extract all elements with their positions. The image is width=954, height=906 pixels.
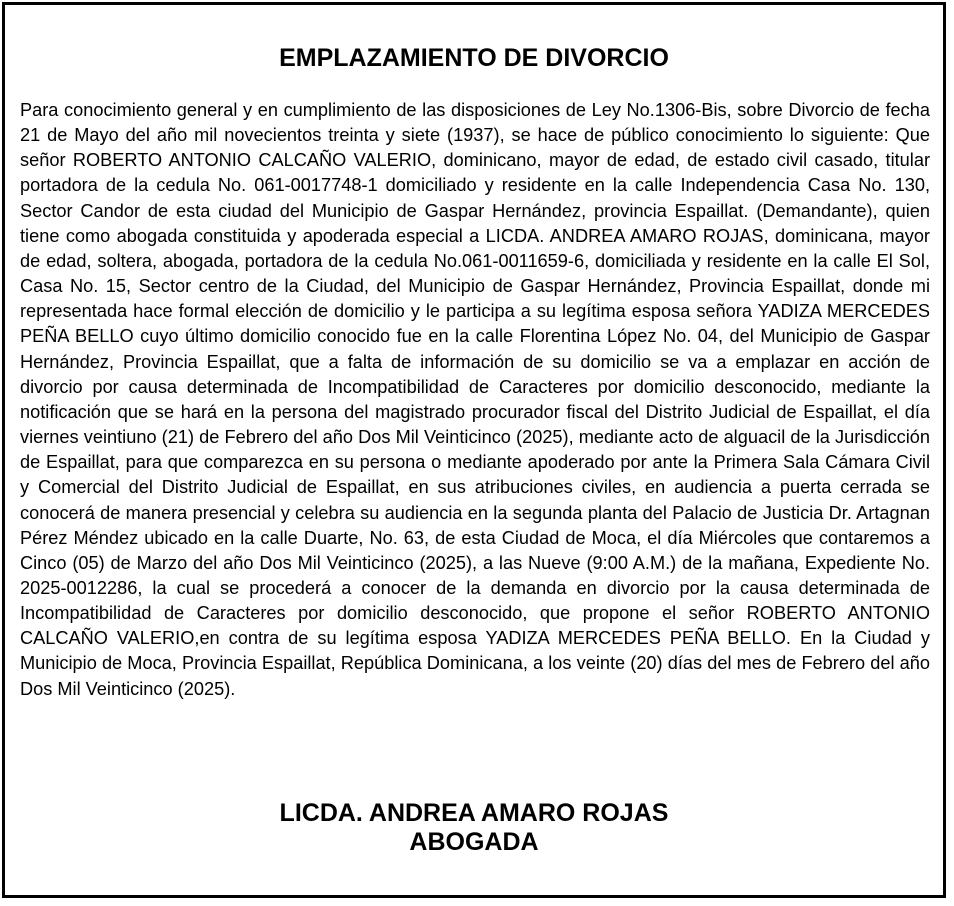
legal-notice-box (2, 2, 946, 898)
signature-name: LICDA. ANDREA AMARO ROJAS (279, 799, 669, 827)
signature-role: ABOGADA (409, 828, 539, 856)
signature-block (5, 799, 943, 857)
notice-title: EMPLAZAMIENTO DE DIVORCIO (279, 44, 669, 72)
notice-body: Para conocimiento general y en cumplimiento de las disposiciones de Ley No.1306-Bis, sobre Divorcio de fecha 21 de Mayo del año mil novecientos treinta y siete (1937), se hace de público conocimiento lo siguiente: Que señor ROBERTO ANTONIO CALCAÑO VALERIO, dominicano, mayor de edad, de estado civil casado, titular portadora de la cedula No. 061-0017748-1 domiciliado y residente en la calle Independencia Casa No. 130, Sector Candor de esta ciudad del Municipio de Gaspar Hernández, provincia Espaillat. (Demandante), quien tiene como abogada constituida y apoderada especial a LICDA. ANDREA AMARO ROJAS, dominicana, mayor de edad, soltera, abogada, portadora de la cedula No.061-0011659-6, domiciliada y residente en la calle El Sol, Casa No. 15, Sector centro de la Ciudad, del Municipio de Gaspar Hernández, Provincia Espaillat, donde mi representada hace formal elección de domicilio y le participa a su legítima esposa señora YADIZA MERCEDES PEÑA BELLO cuyo último domicilio conocido fue en la calle Florentina López No. 04, del Municipio de Gaspar Hernández, Provincia Espaillat, que a falta de información de su domicilio se va a emplazar en acción de divorcio por causa determinada de Incompatibilidad de Caracteres por domicilio desconocido, mediante la notificación que se hará en la persona del magistrado procurador fiscal del Distrito Judicial de Espaillat, el día viernes veintiuno (21) de Febrero del año Dos Mil Veinticinco (2025), mediante acto de alguacil de la Jurisdicción de Espaillat, para que comparezca en su persona o mediante apoderado por ante la Primera Sala Cámara Civil y Comercial del Distrito Judicial de Espaillat, en sus atribuciones civiles, en audiencia a puerta cerrada se conocerá de manera presencial y celebra su audiencia en la segunda planta del Palacio de Justicia Dr. Artagnan Pérez Méndez ubicado en la calle Duarte, No. 63, de esta Ciudad de Moca, el día Miércoles que contaremos a Cinco (05) de Marzo del año Dos Mil Veinticinco (2025), a las Nueve (9:00 A.M.) de la mañana, Expediente No. 2025-0012286, la cual se procederá a conocer de la demanda en divorcio por la causa determinada de Incompatibilidad de Caracteres por domicilio desconocido, que propone el señor ROBERTO ANTONIO CALCAÑO VALERIO,en contra de su legítima esposa YADIZA MERCEDES PEÑA BELLO. En la Ciudad y Municipio de Moca, Provincia Espaillat, República Dominicana, a los veinte (20) días del mes de Febrero del año Dos Mil Veinticinco (2025). (20, 100, 930, 699)
